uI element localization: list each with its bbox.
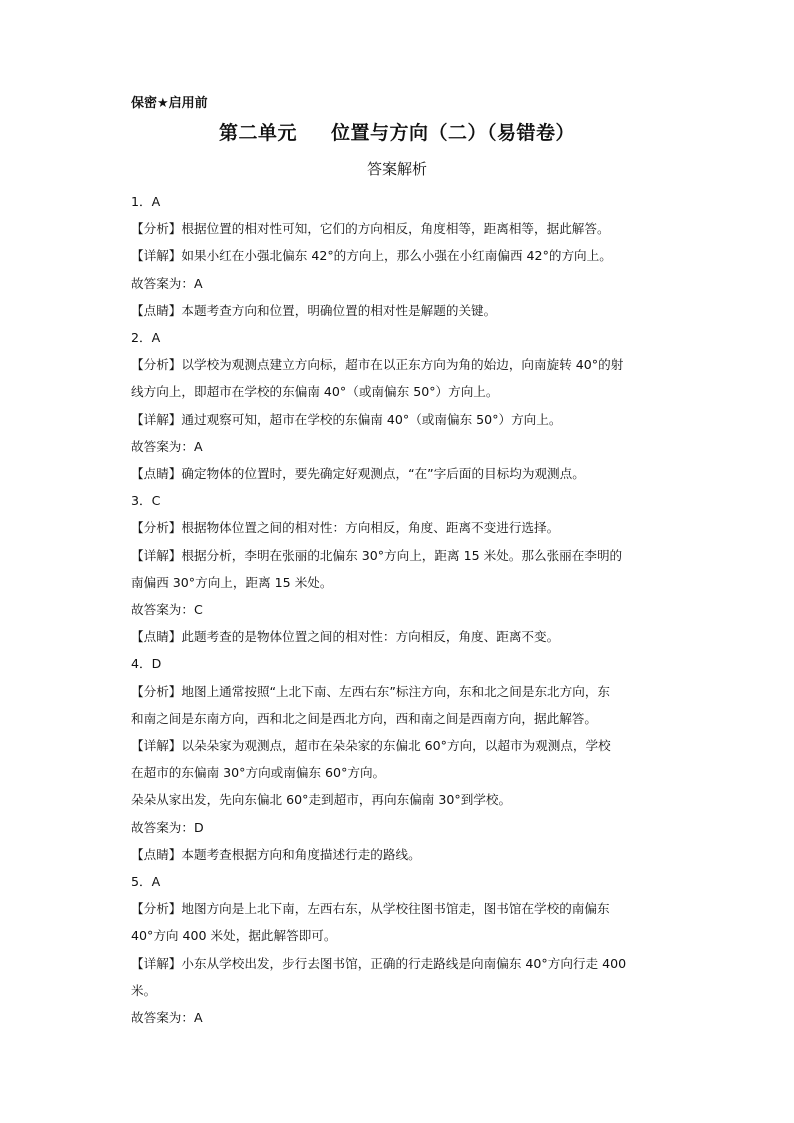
text-line: 【详解】如果小红在小强北偏东 42°的方向上，那么小强在小红南偏西 42°的方向上。 (131, 248, 612, 264)
page-title (0, 118, 794, 145)
text-line: 和南之间是东南方向，西和北之间是西北方向，西和南之间是西南方向，据此解答。 (131, 710, 597, 726)
text-line: 【详解】以朵朵家为观测点，超市在朵朵家的东偏北 60°方向，以超市为观测点，学校 (131, 738, 611, 754)
answer-content (131, 188, 679, 1031)
text-line: 【详解】小东从学校出发，步行去图书馆，正确的行走路线是向南偏东 40°方向行走 400 (131, 955, 627, 971)
title-unit: 第二单元 (218, 122, 297, 144)
text-line: 在超市的东偏南 30°方向或南偏东 60°方向。 (131, 765, 386, 781)
text-line: 【分析】地图上通常按照“上北下南、左西右东”标注方向，东和北之间是东北方向，东 (131, 683, 611, 699)
text-line: 【点睛】确定物体的位置时，要先确定好观测点，“在”字后面的目标均为观测点。 (131, 466, 585, 482)
text-line: 故答案为：A (131, 275, 203, 291)
text-line: 2．A (131, 330, 161, 346)
title-topic: 位置与方向（二）（易错卷） (331, 122, 576, 144)
page-subtitle: 答案解析 (366, 160, 427, 178)
text-line: 5．A (131, 874, 161, 890)
text-line: 【分析】地图方向是上北下南，左西右东，从学校往图书馆走，图书馆在学校的南偏东 (131, 901, 610, 917)
text-line: 【点睛】本题考查根据方向和角度描述行走的路线。 (131, 846, 421, 862)
text-line: 40°方向 400 米处，据此解答即可。 (131, 928, 337, 944)
text-line: 4．D (131, 656, 162, 672)
text-line: 1．A (131, 194, 161, 209)
text-line: 线方向上，即超市在学校的东偏南 40°（或南偏东 50°）方向上。 (131, 384, 499, 400)
text-line: 【分析】根据位置的相对性可知，它们的方向相反，角度相等，距离相等，据此解答。 (131, 221, 610, 237)
text-line: 【点睛】此题考查的是物体位置之间的相对性：方向相反，角度、距离不变。 (131, 629, 560, 645)
text-line: 【详解】根据分析，李明在张丽的北偏东 30°方向上，距离 15 米处。那么张丽在李明的 (131, 547, 623, 563)
text-line: 3．C (131, 493, 161, 509)
text-line: 故答案为：A (131, 438, 203, 454)
text-line: 朵朵从家出发，先向东偏北 60°走到超市，再向东偏南 30°到学校。 (131, 792, 512, 808)
text-line: 【分析】根据物体位置之间的相对性：方向相反，角度、距离不变进行选择。 (131, 520, 560, 536)
text-line: 故答案为：A (131, 1010, 203, 1026)
confidential-label: 保密★启用前 (131, 96, 208, 111)
text-line: 米。 (131, 982, 157, 998)
text-line: 【详解】通过观察可知，超市在学校的东偏南 40°（或南偏东 50°）方向上。 (131, 411, 562, 427)
text-line: 南偏西 30°方向上，距离 15 米处。 (131, 574, 333, 590)
text-line: 故答案为：D (131, 819, 204, 835)
text-line: 【分析】以学校为观测点建立方向标，超市在以正东方向为角的始边，向南旋转 40°的射 (131, 357, 624, 373)
text-line: 【点睛】本题考查方向和位置，明确位置的相对性是解题的关键。 (131, 302, 497, 318)
text-line: 故答案为：C (131, 602, 203, 618)
